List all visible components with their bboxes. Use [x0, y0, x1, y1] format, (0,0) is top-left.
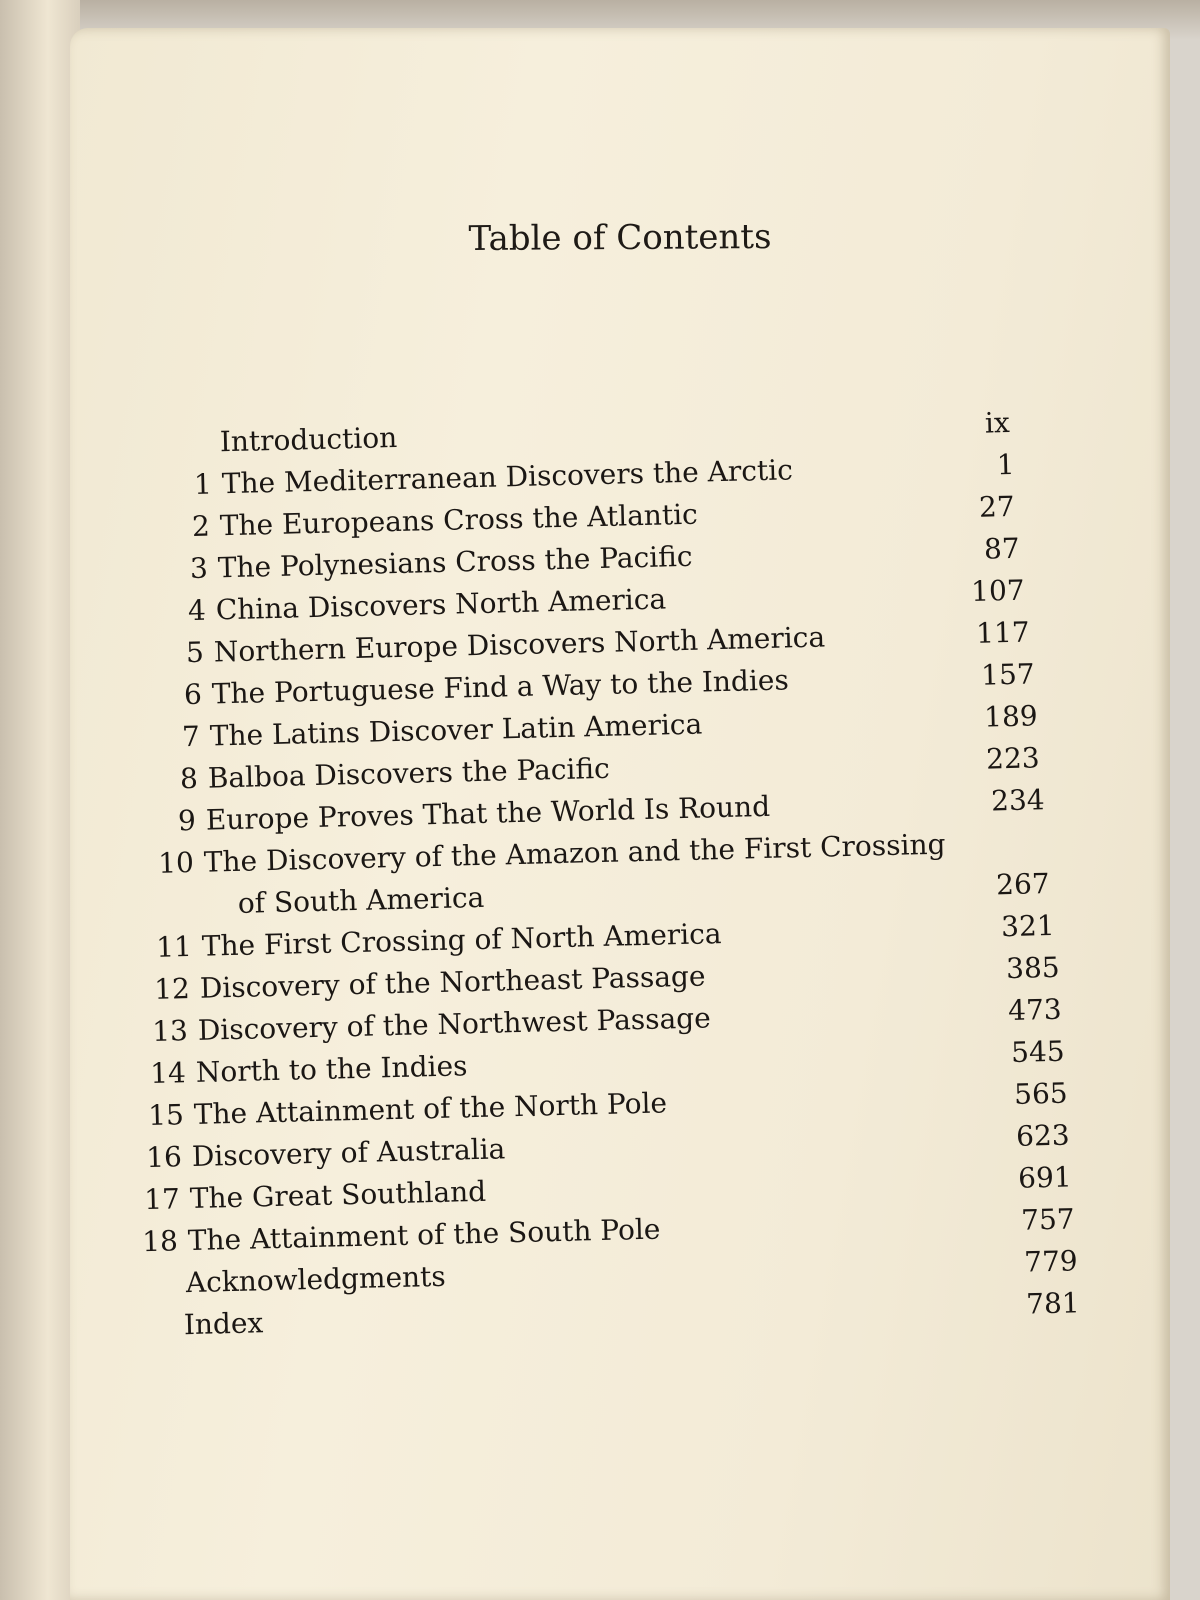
toc-chapter-number: 15 [147, 1098, 185, 1133]
toc-page-number: 157 [980, 657, 1036, 692]
toc-page-number: 565 [1013, 1076, 1069, 1111]
toc-chapter-title: Northern Europe Discovers North America [213, 620, 826, 669]
toc-chapter-number: 5 [185, 635, 205, 670]
toc-chapter-title: The Europeans Cross the Atlantic [219, 497, 699, 543]
toc-page-number: 1 [996, 447, 1016, 482]
toc-chapter-title: The Portuguese Find a Way to the Indies [211, 663, 790, 711]
toc-chapter-title: Discovery of the Northeast Passage [199, 959, 706, 1005]
toc-page-number: 623 [1015, 1118, 1071, 1153]
toc-page-number: 385 [1005, 950, 1061, 986]
toc-chapter-title: The Attainment of the South Pole [187, 1212, 661, 1258]
page-title: Table of Contents [468, 216, 772, 260]
toc-chapter-number: 17 [143, 1182, 181, 1217]
toc-page-number: 223 [985, 741, 1041, 776]
toc-chapter-title: The Latins Discover Latin America [209, 707, 703, 753]
toc-chapter-number: 7 [181, 719, 201, 754]
toc-chapter-title: The Attainment of the North Pole [193, 1086, 668, 1131]
toc-chapter-title: Discovery of the Northwest Passage [197, 1001, 712, 1047]
toc-chapter-number: 13 [151, 1014, 189, 1048]
toc-chapter-number: 1 [193, 467, 213, 501]
toc-chapter-title: Discovery of Australia [191, 1132, 506, 1173]
toc-chapter-number: 11 [155, 930, 193, 964]
toc-page-number: 27 [978, 489, 1016, 524]
facing-page-edge [0, 0, 80, 1600]
toc-page-number: 87 [983, 531, 1021, 566]
toc-chapter-title: Acknowledgments [185, 1259, 447, 1300]
toc-chapter-number: 12 [153, 972, 191, 1006]
toc-chapter-number: 2 [191, 509, 211, 543]
toc-chapter-title: Index [183, 1306, 264, 1342]
toc-page-number: 691 [1017, 1160, 1073, 1195]
toc-chapter-title: The Mediterranean Discovers the Arctic [221, 453, 794, 501]
toc-page-number: 107 [970, 573, 1026, 608]
toc-page-number: 473 [1007, 992, 1063, 1028]
toc-chapter-title: The Discovery of the Amazon and the First Crossing [203, 827, 946, 879]
toc-chapter-number: 4 [187, 593, 207, 628]
toc-chapter-title: The Polynesians Cross the Pacific [217, 539, 693, 585]
toc-page-number: 267 [995, 867, 1051, 902]
toc-page-number: 117 [975, 615, 1031, 650]
toc-chapter-title: China Discovers North America [215, 582, 667, 627]
toc-chapter-title-continuation: of South America [237, 880, 485, 920]
toc-page-number: 321 [1000, 908, 1056, 944]
toc-chapter-number [149, 426, 209, 427]
book-page [70, 28, 1170, 1600]
toc-chapter-number: 3 [189, 551, 209, 586]
toc-chapter-number: 9 [177, 803, 197, 838]
toc-page-number: ix [984, 406, 1011, 440]
toc-page-number: 757 [1020, 1202, 1076, 1237]
toc-chapter-number: 16 [145, 1140, 183, 1175]
toc-chapter-title: The Great Southland [189, 1174, 487, 1216]
toc-chapter-title: North to the Indies [195, 1049, 468, 1089]
toc-chapter-number: 18 [141, 1224, 179, 1259]
toc-chapter-number: 6 [183, 677, 203, 712]
toc-chapter-number: 14 [149, 1056, 187, 1091]
toc-page-number: 189 [983, 699, 1039, 734]
toc-page-number: 781 [1025, 1286, 1081, 1321]
toc-page-number: 234 [990, 783, 1046, 818]
toc-page-number: 545 [1010, 1034, 1066, 1069]
toc-chapter-number: 10 [157, 845, 195, 880]
toc-chapter-title: Europe Proves That the World Is Round [205, 789, 771, 837]
table-of-contents [110, 406, 1110, 1352]
toc-page-number: 779 [1023, 1244, 1079, 1279]
toc-chapter-number: 8 [179, 761, 199, 796]
toc-chapter-title: The First Crossing of North America [201, 917, 722, 963]
toc-chapter-title: Balboa Discovers the Pacific [207, 751, 611, 795]
toc-chapter-title: Introduction [219, 420, 398, 459]
